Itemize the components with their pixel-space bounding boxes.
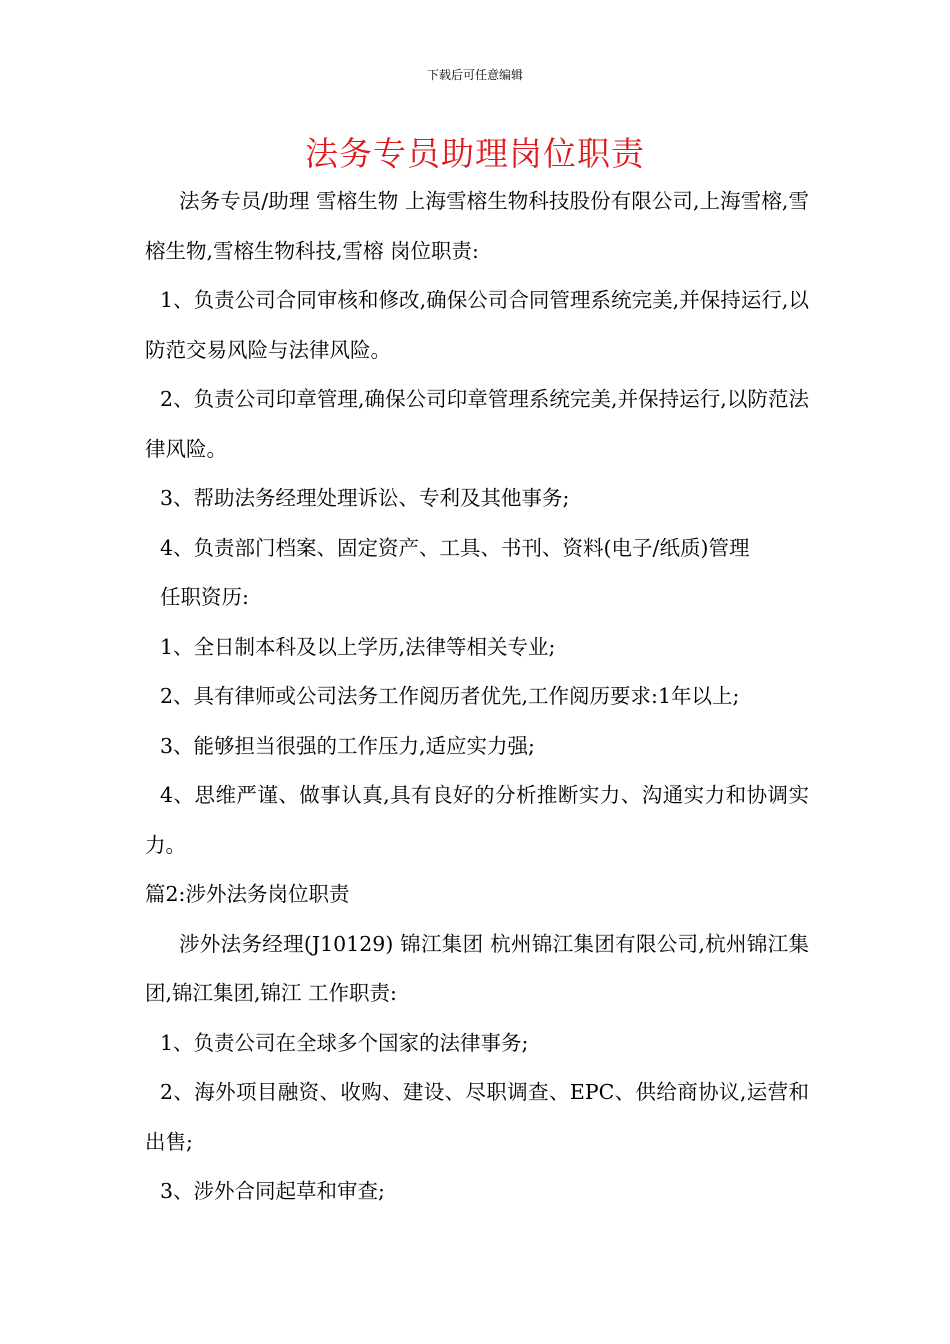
header-note: 下载后可任意编辑 [426,68,523,82]
paragraph-intro-2: 涉外法务经理(J10129) 锦江集团 杭州锦江集团有限公司,杭州锦江集团,锦江集团,锦江 工作职责: [145,931,809,1005]
paragraph-intro: 法务专员/助理 雪榕生物 上海雪榕生物科技股份有限公司,上海雪榕,雪榕生物,雪榕生物科技,雪榕 岗位职责: [145,189,809,263]
paragraph-duty-2-2: 2、海外项目融资、收购、建设、尽职调查、EPC、供给商协议,运营和出售; [145,1080,809,1154]
paragraph-qualification-1: 1、全日制本科及以上学历,法律等相关专业; [160,634,556,659]
document-body [145,177,809,1217]
paragraph-duty-3: 3、帮助法务经理处理诉讼、专利及其他事务; [160,486,570,510]
paragraph-duty-1: 1、负责公司合同审核和修改,确保公司合同管理系统完美,并保持运行,以防范交易风险与法律风险。 [145,288,809,362]
paragraph-qualification-4: 4、思维严谨、做事认真,具有良好的分析推断实力、沟通实力和协调实力。 [145,783,809,857]
paragraph-qualification-3: 3、能够担当很强的工作压力,适应实力强; [160,733,535,758]
paragraph-qualifications-heading: 任职资历: [160,585,249,609]
paragraph-duty-2-3: 3、涉外合同起草和审查; [160,1179,385,1203]
document-title: 法务专员助理岗位职责 [305,134,645,173]
paragraph-qualification-2: 2、具有律师或公司法务工作阅历者优先,工作阅历要求:1年以上; [160,684,740,708]
paragraph-duty-2: 2、负责公司印章管理,确保公司印章管理系统完美,并保持运行,以防范法律风险。 [145,387,809,461]
paragraph-duty-2-1: 1、负责公司在全球多个国家的法律事务; [160,1030,529,1055]
section-heading-2: 篇2:涉外法务岗位职责 [145,882,350,906]
paragraph-duty-4: 4、负责部门档案、固定资产、工具、书刊、资料(电子/纸质)管理 [160,535,750,560]
